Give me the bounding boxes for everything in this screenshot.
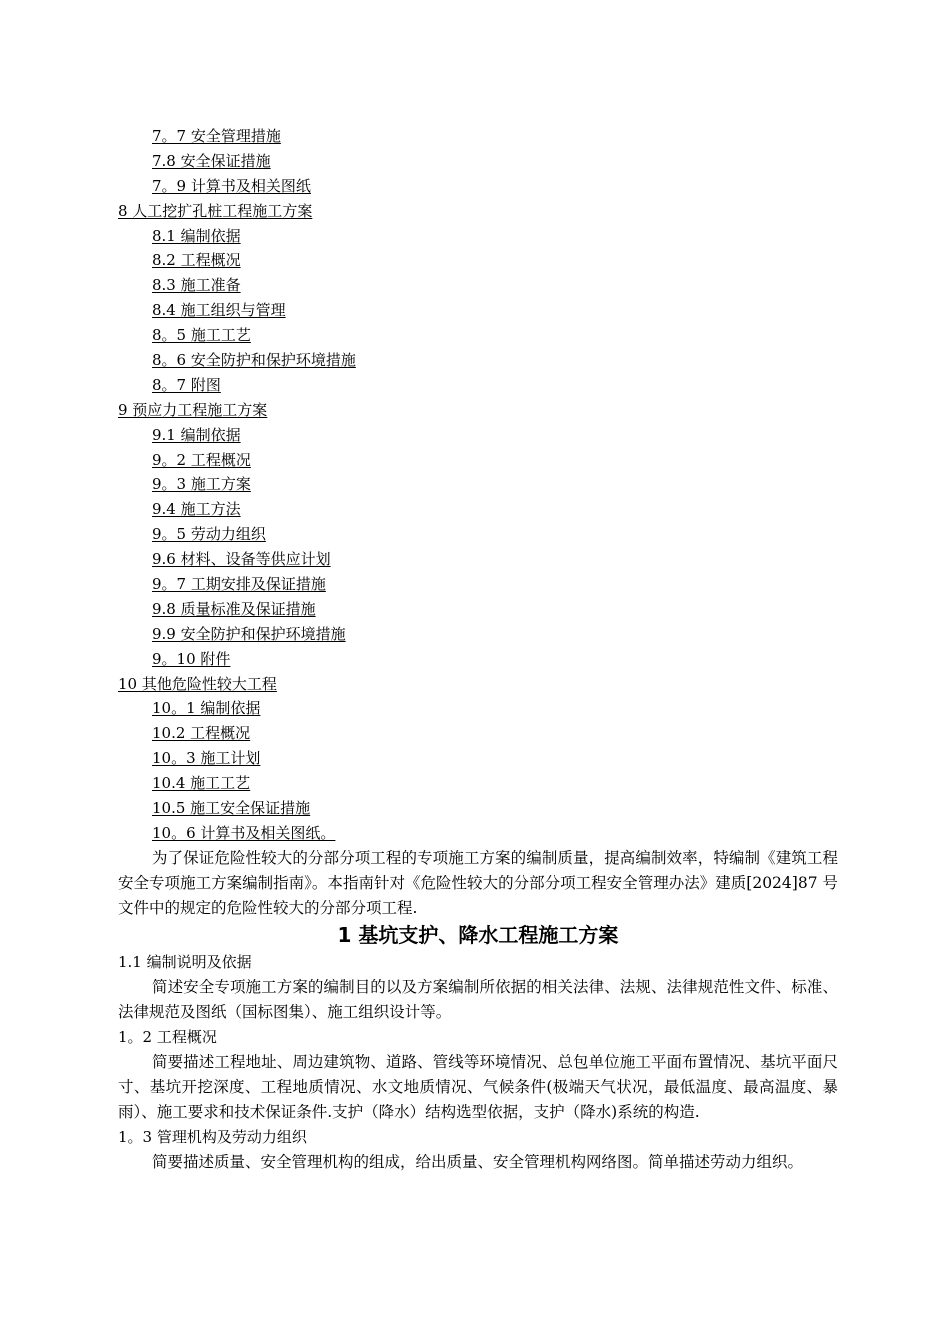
section-1-1-heading: 1.1 编制说明及依据 <box>118 953 252 971</box>
toc-link[interactable]: 9.1 编制依据 <box>152 425 241 444</box>
toc-link[interactable]: 8.1 编制依据 <box>152 226 241 245</box>
toc-section-entry <box>118 746 838 771</box>
toc-section-entry <box>118 597 838 622</box>
toc-section-entry <box>118 821 838 846</box>
toc-section-entry <box>118 796 838 821</box>
toc-chapter-entry <box>118 199 838 224</box>
toc-link[interactable]: 9.6 材料、设备等供应计划 <box>152 550 331 569</box>
toc-section-entry <box>118 373 838 398</box>
toc-link[interactable]: 9.9 安全防护和保护环境措施 <box>152 624 346 643</box>
toc-section-entry <box>118 696 838 721</box>
toc-link[interactable]: 8 人工挖扩孔桩工程施工方案 <box>118 201 313 220</box>
toc-link[interactable]: 9。2 工程概况 <box>152 450 251 469</box>
toc-link[interactable]: 10.2 工程概况 <box>152 724 251 743</box>
toc-link[interactable]: 8。6 安全防护和保护环境措施 <box>152 351 356 370</box>
toc-link[interactable]: 10。3 施工计划 <box>152 749 261 768</box>
toc-link[interactable]: 10。1 编制依据 <box>152 699 261 718</box>
toc-section-entry <box>118 622 838 647</box>
toc-link[interactable]: 7。9 计算书及相关图纸 <box>152 176 311 195</box>
toc-section-entry <box>118 497 838 522</box>
chapter-1 <box>118 920 838 1175</box>
toc-link[interactable]: 7。7 安全管理措施 <box>152 127 281 145</box>
toc-link[interactable]: 8.4 施工组织与管理 <box>152 301 286 320</box>
toc-link[interactable]: 9。3 施工方案 <box>152 475 251 494</box>
toc-link[interactable]: 9。10 附件 <box>152 649 231 668</box>
chapter-1-title: 1 基坑支护、降水工程施工方案 <box>337 923 619 947</box>
toc-chapter-entry <box>118 398 838 423</box>
toc-section-entry <box>118 522 838 547</box>
toc-link[interactable]: 10。6 计算书及相关图纸。 <box>152 823 336 842</box>
intro-paragraph: 为了保证危险性较大的分部分项工程的专项施工方案的编制质量，提高编制效率，特编制《建筑工程安全专项施工方案编制指南》。本指南针对《危险性较大的分部分项工程安全管理办法》建质[2024]87 号文件中的规定的危险性较大的分部分项工程. <box>118 849 838 917</box>
toc-link[interactable]: 9.4 施工方法 <box>152 500 241 519</box>
toc-link[interactable]: 9。7 工期安排及保证措施 <box>152 575 326 594</box>
toc-section-entry <box>118 124 838 149</box>
toc-link[interactable]: 9 预应力工程施工方案 <box>118 400 268 419</box>
section-1-2-heading: 1。2 工程概况 <box>118 1028 217 1046</box>
toc-section-entry <box>118 174 838 199</box>
toc-section-entry <box>118 721 838 746</box>
toc-section-entry <box>118 273 838 298</box>
toc-section-entry <box>118 647 838 672</box>
toc-link[interactable]: 10.4 施工工艺 <box>152 774 251 793</box>
intro-section <box>118 846 838 921</box>
section-1-1-text: 简述安全专项施工方案的编制目的以及方案编制所依据的相关法律、法规、法律规范性文件、标准、法律规范及图纸（国标图集）、施工组织设计等。 <box>118 978 838 1021</box>
section-1-3-heading: 1。3 管理机构及劳动力组织 <box>118 1128 307 1146</box>
toc-section-entry <box>118 224 838 249</box>
section-1-3-text: 简要描述质量、安全管理机构的组成，给出质量、安全管理机构网络图。简单描述劳动力组织。 <box>152 1153 804 1171</box>
toc-section-entry <box>118 448 838 473</box>
toc-link[interactable]: 8.3 施工准备 <box>152 276 241 295</box>
toc-section-entry <box>118 348 838 373</box>
toc-chapter-entry <box>118 672 838 697</box>
toc-section-entry <box>118 298 838 323</box>
toc-link[interactable]: 9.8 质量标准及保证措施 <box>152 599 316 618</box>
section-1-2-text: 简要描述工程地址、周边建筑物、道路、管线等环境情况、总包单位施工平面布置情况、基坑平面尺寸、基坑开挖深度、工程地质情况、水文地质情况、气候条件(极端天气状况，最低温度、最高温度、暴雨）、施工要求和技术保证条件.支护（降水）结构选型依据，支护（降水)系统的构造. <box>118 1053 838 1121</box>
toc-link[interactable]: 8。5 施工工艺 <box>152 326 251 345</box>
toc-section-entry <box>118 323 838 348</box>
toc-link[interactable]: 8。7 附图 <box>152 375 221 394</box>
toc-section-entry <box>118 423 838 448</box>
toc-link[interactable]: 7.8 安全保证措施 <box>152 151 271 170</box>
toc-link[interactable]: 10.5 施工安全保证措施 <box>152 799 311 818</box>
toc-section-entry <box>118 149 838 174</box>
toc-section-entry <box>118 771 838 796</box>
toc-section-entry <box>118 547 838 572</box>
toc-section-entry <box>118 572 838 597</box>
toc-link[interactable]: 9。5 劳动力组织 <box>152 525 266 544</box>
toc-link[interactable]: 10 其他危险性较大工程 <box>118 674 277 693</box>
toc-link[interactable]: 8.2 工程概况 <box>152 251 241 270</box>
toc-section-entry <box>118 472 838 497</box>
toc-section-entry <box>118 248 838 273</box>
table-of-contents <box>118 124 838 846</box>
